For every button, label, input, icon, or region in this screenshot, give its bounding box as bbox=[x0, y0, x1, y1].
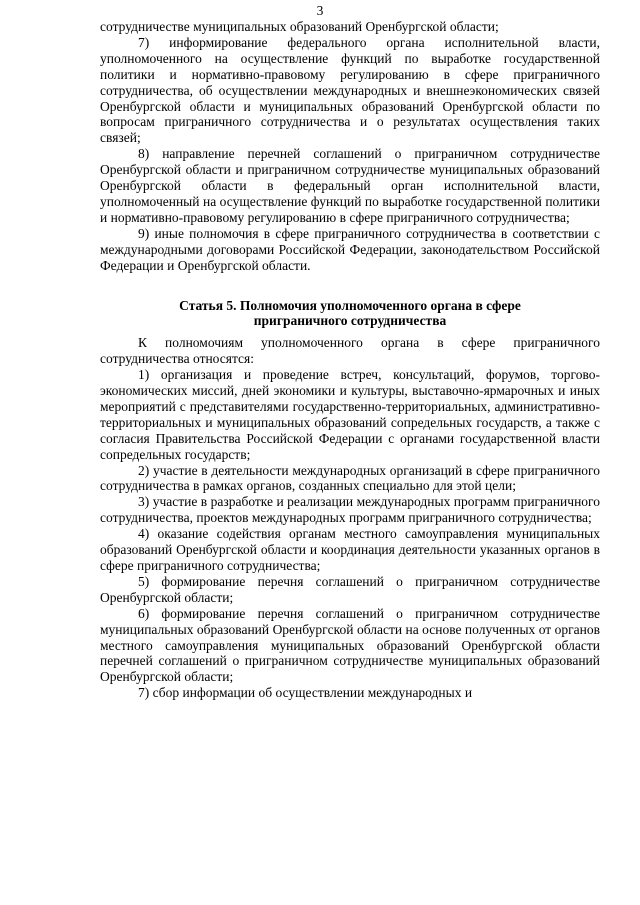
paragraph: 5) формирование перечня соглашений о приграничном сотрудничестве Оренбургской области; bbox=[100, 573, 600, 605]
paragraph: К полномочиям уполномоченного органа в сфере приграничного сотрудничества относятся: bbox=[100, 335, 600, 367]
document-body bbox=[100, 19, 600, 701]
article-heading-line: Статья 5. Полномочия уполномоченного органа в сфере bbox=[179, 297, 521, 313]
paragraph: 7) сбор информации об осуществлении международных и bbox=[138, 685, 473, 701]
paragraph: сотрудничестве муниципальных образований Оренбургской области; bbox=[100, 19, 499, 34]
paragraph: 6) формирование перечня соглашений о приграничном сотрудничестве муниципальных образований Оренбургской области на основе полученных от органов местного самоуправления муниципальных образований Оренбургской области перечней соглашений о приграничном сотрудничестве муниципальных образований Оренбургской области; bbox=[100, 605, 600, 685]
paragraph: 4) оказание содействия органам местного самоуправления муниципальных образований Оренбургской области и координация деятельности указанных органов в сфере приграничного сотрудничества; bbox=[100, 526, 600, 573]
page-number: 3 bbox=[316, 3, 324, 18]
paragraph: 1) организация и проведение встреч, консультаций, форумов, торгово-экономических миссий, дней экономики и культуры, выставочно-ярмарочных и иных мероприятий с представителями государственно-территориальных, административно-территориальных и муниципальных образований сопредельных государств, а также с согласия Правительства Российской Федерации с органами государственной власти сопредельных государств; bbox=[100, 367, 600, 462]
paragraph: 9) иные полномочия в сфере приграничного сотрудничества в соответствии с международными договорами Российской Федерации, законодательством Российской Федерации и Оренбургской области. bbox=[100, 225, 600, 273]
paragraph: 2) участие в деятельности международных организаций в сфере приграничного сотрудничества в рамках органов, созданных специально для этой цели; bbox=[100, 462, 600, 494]
article-heading bbox=[100, 298, 600, 330]
paragraph: 7) информирование федерального органа исполнительной власти, уполномоченного на осуществление функций по выработке государственной политики и нормативно-правовому регулированию в сфере приграничного сотрудничества, об осуществлении международных и внешнеэкономических связей Оренбургской области и муниципальных образований Оренбургской области по вопросам приграничного сотрудничества и о результатах осуществления таких связей; bbox=[100, 34, 600, 146]
article-heading-line: приграничного сотрудничества bbox=[253, 313, 447, 329]
paragraph: 8) направление перечней соглашений о приграничном сотрудничестве Оренбургской области и приграничном сотрудничестве муниципальных образований Оренбургской области в федеральный орган исполнительной власти, уполномоченный на осуществление функций по выработке государственной политики и нормативно-правовому регулированию в сфере приграничного сотрудничества; bbox=[100, 146, 600, 225]
paragraph: 3) участие в разработке и реализации международных программ приграничного сотрудничества, проектов международных программ приграничного сотрудничества; bbox=[100, 494, 600, 526]
